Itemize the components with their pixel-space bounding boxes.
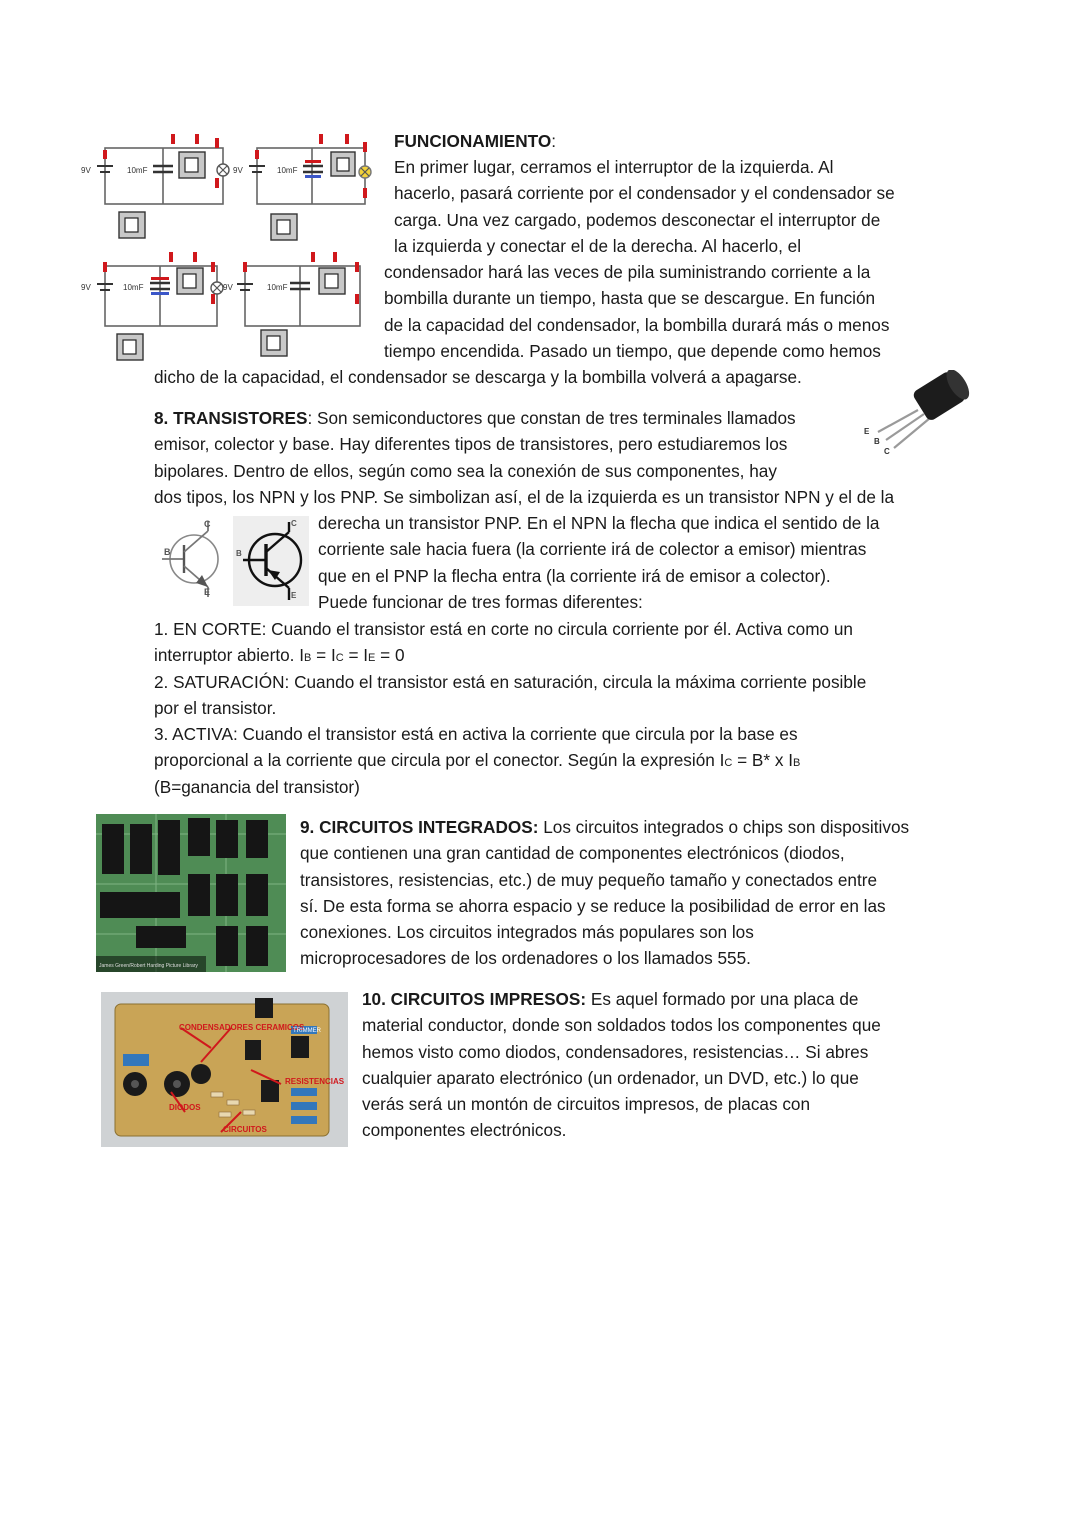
paragraph-line: por el transistor.	[154, 697, 277, 718]
battery-label: 9V	[81, 283, 91, 292]
pcb-label-resistencias: RESISTENCIAS	[285, 1077, 345, 1086]
paragraph-line: microprocesadores de los ordenadores o los llamados 555.	[300, 948, 751, 969]
transistores-first-line	[154, 405, 894, 431]
capacitor-label: 10mF	[277, 166, 298, 175]
paragraph-line: verás será un montón de circuitos impresos, de placas con	[362, 1094, 811, 1115]
formula-symbol: I	[330, 645, 336, 666]
emitter-label: E	[204, 587, 211, 597]
paragraph-line: Puede funcionar de tres formas diferentes:	[318, 591, 643, 612]
paragraph-line: 2. SATURACIÓN: Cuando el transistor está en saturación, circula la máxima corriente posible	[154, 671, 867, 692]
paragraph-line: hemos visto como diodos, condensadores, resistencias… Si abres	[362, 1041, 869, 1062]
paragraph-line: En primer lugar, cerramos el interruptor de la izquierda. Al	[394, 157, 834, 177]
paragraph-line: que contienen una gran cantidad de componentes electrónicos (diodos,	[300, 843, 845, 864]
npn-transistor-symbol	[158, 517, 228, 599]
battery-label: 9V	[233, 166, 243, 175]
impresos-paragraph	[362, 986, 881, 1144]
emitter-label: E	[864, 427, 870, 436]
transistores-paragraph	[154, 405, 894, 510]
formula-operator: = 0	[375, 645, 405, 666]
paragraph-line: condensador hará las veces de pila suministrando corriente a la	[384, 262, 871, 282]
formula-symbol: I	[788, 750, 794, 771]
paragraph-line: corriente sale hacia fuera (la corriente irá de colector a emisor) mientras	[318, 539, 867, 560]
battery-label: 9V	[223, 283, 233, 292]
paragraph-line: la izquierda y conectar el de la derecha. Al hacerlo, el	[394, 235, 802, 256]
formula-subscript: B	[304, 652, 312, 665]
impresos-first-line	[362, 986, 881, 1012]
battery-label: 9V	[81, 166, 91, 175]
capacitor-circuit-diagrams	[75, 128, 385, 368]
paragraph-line: material conductor, donde son soldados todos los componentes que	[362, 1015, 881, 1036]
paragraph-line: 3. ACTIVA: Cuando el transistor está en activa la corriente que circula por la base es	[154, 724, 798, 745]
paragraph-line: transistores, resistencias, etc.) de muy pequeño tamaño y conectados entre	[300, 869, 878, 890]
capacitor-label: 10mF	[123, 283, 144, 292]
funcionamiento-paragraph	[394, 154, 895, 259]
paragraph-line: sí. De esta forma se ahorra espacio y se reduce la posibilidad de error en las	[300, 895, 886, 916]
printed-circuit-photo	[101, 992, 348, 1147]
paragraph-line: Los circuitos integrados o chips son dispositivos	[538, 817, 910, 837]
formula-symbol: I	[719, 750, 725, 771]
paragraph-line: cualquier aparato electrónico (un ordenador, un DVD, etc.) lo que	[362, 1067, 859, 1088]
paragraph-line: bombilla durante un tiempo, hasta que se descargue. En función	[384, 288, 876, 309]
collector-label: C	[291, 519, 297, 528]
transistores-heading: 8. TRANSISTORES	[154, 408, 308, 428]
funcionamiento-heading-line	[394, 128, 556, 154]
integrados-paragraph	[300, 814, 909, 972]
pnp-transistor-symbol	[233, 516, 309, 606]
corte-formula-line	[154, 642, 866, 668]
paragraph-line: dicho de la capacidad, el condensador se descarga y la bombilla volverá a apagarse.	[154, 367, 802, 387]
photo-credit: James Green/Robert Harding Picture Library	[99, 963, 198, 969]
paragraph-line: carga. Una vez cargado, podemos desconectar el interruptor de	[394, 209, 881, 230]
transistores-symbol-text	[318, 510, 879, 615]
paragraph-line: componentes electrónicos.	[362, 1120, 567, 1141]
pcb-label-circuitos: CIRCUITOS	[223, 1125, 267, 1134]
capacitor-label: 10mF	[267, 283, 288, 292]
paragraph-line: hacerlo, pasará corriente por el condensador y el condensador se	[394, 183, 895, 204]
paragraph-line: dos tipos, los NPN y los PNP. Se simbolizan así, el de la izquierda es un transistor NPN y el de la	[154, 486, 895, 507]
collector-label: C	[884, 447, 890, 456]
formula-operator: =	[343, 645, 364, 666]
capacitor-label: 10mF	[127, 166, 148, 175]
funcionamiento-heading: FUNCIONAMIENTO	[394, 131, 552, 151]
paragraph-line: bipolares. Dentro de ellos, según como sea la conexión de sus componentes, hay	[154, 460, 777, 481]
funcionamiento-colon: :	[551, 131, 557, 151]
funcionamiento-last-line	[154, 364, 802, 390]
collector-label: C	[204, 519, 211, 529]
formula-operator: =	[311, 645, 331, 666]
base-label: B	[164, 547, 171, 557]
paragraph-line: proporcional a la corriente que circula por el conector. Según la expresión	[154, 750, 720, 771]
formula-operator: = B* x	[732, 750, 789, 771]
paragraph-line: 1. EN CORTE: Cuando el transistor está en corte no circula corriente por él. Activa como un	[154, 619, 853, 639]
transistores-modes	[154, 616, 866, 800]
paragraph-line: de la capacidad del condensador, la bombilla durará más o menos	[384, 314, 890, 335]
emitter-label: E	[291, 591, 297, 600]
paragraph-line: interruptor abierto.	[154, 645, 300, 666]
paragraph-line: derecha un transistor PNP. En el NPN la flecha que indica el sentido de la	[318, 513, 880, 533]
paragraph-line: tiempo encendida. Pasado un tiempo, que depende como hemos	[384, 340, 881, 361]
paragraph-line: : Son semiconductores que constan de tres terminales llamados	[307, 408, 796, 428]
base-label: B	[874, 437, 880, 446]
formula-subscript: C	[724, 757, 733, 770]
base-label: B	[236, 549, 242, 558]
paragraph-line: conexiones. Los circuitos integrados más populares son los	[300, 922, 754, 943]
paragraph-line: emisor, colector y base. Hay diferentes tipos de transistores, pero estudiaremos los	[154, 434, 788, 455]
formula-subscript: C	[335, 652, 344, 665]
impresos-heading: 10. CIRCUITOS IMPRESOS:	[362, 989, 587, 1009]
funcionamiento-paragraph-cont	[384, 259, 889, 364]
activa-formula-line	[154, 747, 866, 773]
formula-symbol: I	[299, 645, 304, 666]
pcb-label-condensadores: CONDENSADORES CERAMICOS	[179, 1023, 305, 1032]
paragraph-line: Es aquel formado por una placa de	[586, 989, 859, 1009]
formula-subscript: B	[793, 757, 801, 770]
paragraph-line: (B=ganancia del transistor)	[154, 776, 360, 797]
pcb-label-diodos: DIODOS	[169, 1103, 201, 1112]
integrados-first-line	[300, 814, 909, 840]
pcb-label-trimmer: TRIMMER	[293, 1028, 321, 1034]
paragraph-line: que en el PNP la flecha entra (la corriente irá de emisor a colector).	[318, 565, 831, 586]
integrated-circuits-photo	[96, 814, 286, 972]
integrados-heading: 9. CIRCUITOS INTEGRADOS:	[300, 817, 539, 837]
formula-subscript: E	[368, 652, 376, 665]
formula-symbol: I	[363, 645, 369, 666]
